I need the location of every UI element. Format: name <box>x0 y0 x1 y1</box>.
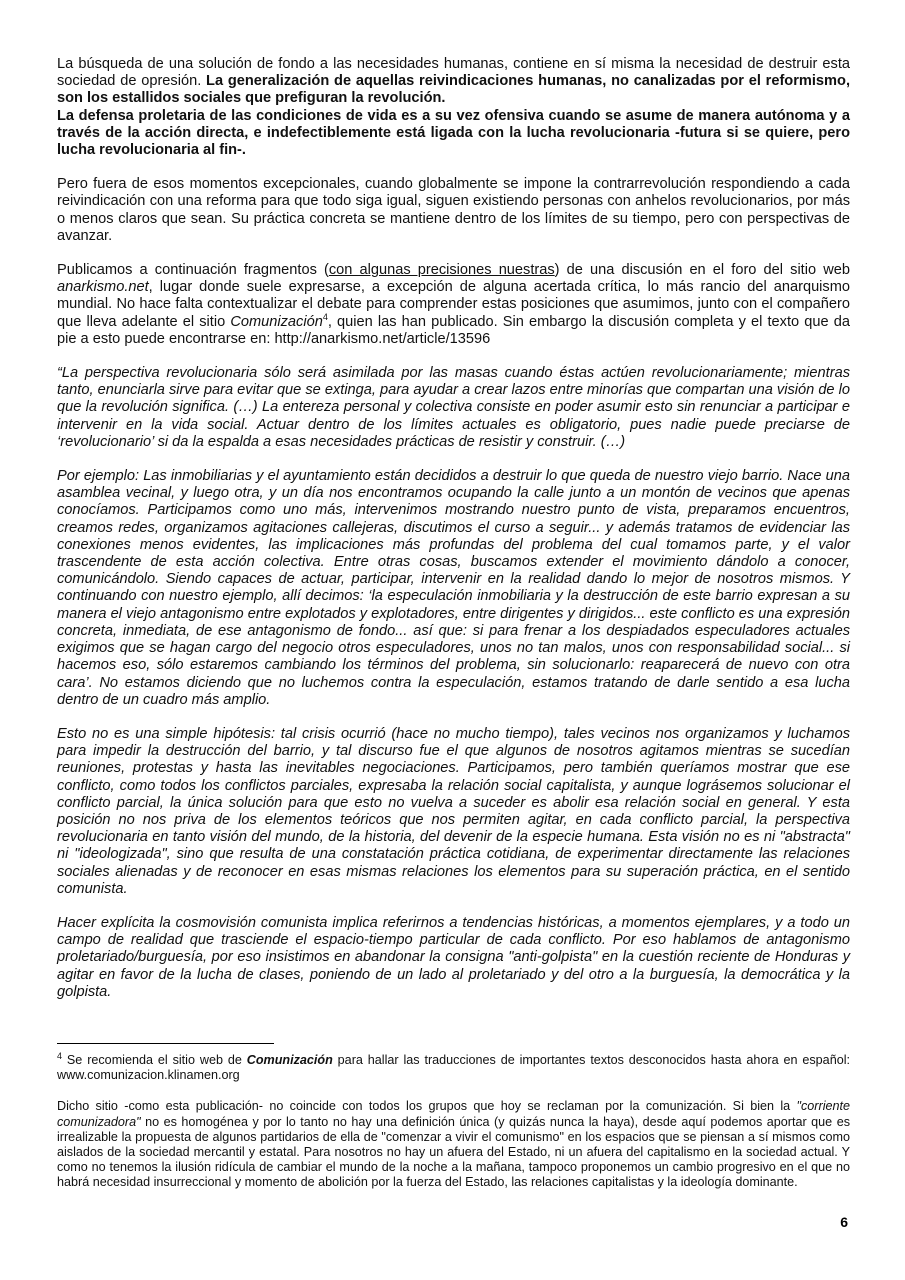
intro-bold-text: La generalización de aquellas reivindicaciones humanas, no canalizadas por el reformismo, son los estallidos sociales que prefiguran la revolución. <box>57 73 850 107</box>
page-number: 6 <box>840 1214 848 1230</box>
publicamos-text-1: Publicamos a continuación fragmentos ( <box>57 262 329 279</box>
intro-text: La búsqueda de una solución de fondo a las necesidades humanas, contiene en sí misma la necesidad de destruir esta sociedad de opresión. <box>57 56 850 90</box>
site-name: anarkismo.net <box>57 279 149 296</box>
paragraph-publicamos <box>57 262 850 348</box>
paragraph-defensa: La defensa proletaria de las condiciones de vida es a su vez ofensiva cuando se asume de manera autónoma y a través de la acción directa, e indefectiblemente está ligada con la lucha revolucionaria -futura si se quiere, pero lucha revolucionaria al fin-. <box>57 107 850 159</box>
footnotes <box>57 1050 850 1191</box>
quote-paragraph-1: “La perspectiva revolucionaria sólo será asimilada por las masas cuando éstas actúen revolucionariamente; mientras tanto, enunciarla sirve para evitar que se extinga, para ayudar a crear lazos entre minorías que compartan una visión de lo que la revolución significa. (…) La entereza personal y colectiva consiste en poder asumir esto sin renunciar a participar e intervenir en la vida social. Actuar dentro de los límites actuales es obligatorio, pues nadie puede preciarse de ‘revolucionario’ si da la espalda a esas necesidades prácticas de resistir y construir. (…) <box>57 365 850 450</box>
publicamos-text-2: ) de una discusión en el foro del sitio web <box>554 262 850 279</box>
paragraph-intro <box>57 56 850 108</box>
footnote-4-marker: 4 <box>57 1050 63 1061</box>
footnote-4-text-1: Se recomienda el sitio web de <box>62 1053 247 1067</box>
footnote-4-text-2: para hallar las traducciones de importantes textos desconocidos hasta ahora en español: www.comunizacion.klinamen.org <box>57 1053 850 1083</box>
paragraph-contrarrevolucion: Pero fuera de esos momentos excepcionales, cuando globalmente se impone la contrarrevolución respondiendo a cada reivindicación con una reforma para que todo siga igual, siguen existiendo personas con anhelos revolucionarios, por más o menos claros que sean. Su práctica concreta se mantiene dentro de los límites de su tiempo, pero con perspectivas de avanzar. <box>57 176 850 244</box>
quote-paragraph-4: Hacer explícita la cosmovisión comunista implica referirnos a tendencias históricas, a momentos ejemplares, y a todo un campo de realidad que trasciende el espacio-tiempo particular de cada conflicto. Por eso hablamos de antagonismo proletariado/burguesía, por eso insistimos en abandonar la consigna "anti-golpista" en la cuestión reciente de Honduras y agitar en favor de la lucha de clases, poniendo de un lado al proletariado y del otro a la burguesía, la democrática y la golpista. <box>57 914 850 1000</box>
footnote-ref-4[interactable]: 4 <box>322 311 328 322</box>
quote-paragraph-2: Por ejemplo: Las inmobiliarias y el ayuntamiento están decididos a destruir lo que queda de nuestro viejo barrio. Nace una asamblea vecinal, y luego otra, y un día nos encontramos ocupando la calle junto a un montón de vecinos que apenas conocíamos. Participamos como uno más, intervenimos mostrando nuestro punto de vista, preparamos encuentros, creamos redes, organizamos agitaciones callejeras, discutimos el curso a seguir... y además tratamos de evidenciar las conexiones menos evidentes, las implicaciones más profundas del problema del cual tomamos parte, y el valor trascendente de esta acción colectiva. Entre otras cosas, buscamos extender el movimiento dándolo a conocer, comunicándolo. Siendo capaces de actuar, participar, intervenir en la realidad dando lo mejor de nosotros mismos. Y continuando con nuestro ejemplo, allí decimos: ‘la especulación inmobiliaria y la destrucción de este barrio expresan a su manera el viejo antagonismo entre explotados y explotadores, entre dirigentes y dirigidos... este conflicto es una expresión concreta, inmediata, de ese antagonismo de fondo... así que: si para frenar a los despiadados especuladores actuales exigimos que se hagan cargo del negocio otros especuladores, unos no tan malos, unos con responsabilidad social... si hacemos eso, sólo estaremos cambiando los términos del problema, sin solucionarlo: reaparecerá de nuevo con otra cara’. No estamos diciendo que no luchemos contra la especulación, estamos tratando de darle sentido a esa lucha dentro de un cuadro más amplio. <box>57 468 850 708</box>
precisiones-link[interactable]: con algunas precisiones nuestras <box>328 262 555 279</box>
document-body <box>57 56 850 1001</box>
quote-paragraph-3: Esto no es una simple hipótesis: tal crisis ocurrió (hace no mucho tiempo), tales vecinos nos organizamos y luchamos para impedir la destrucción del barrio, y tal discurso fue el que algunos de nosotros agitamos mientras se sucedían reuniones, protestas y hasta las inevitables negociaciones. Participamos, pero también queríamos mostrar que ese conflicto, como todos los conflictos parciales, expresaba la relación social capitalista, y aunque lográsemos solucionar el conflicto parcial, la única solución para que esto no vuelva a suceder es abolir esa relación social en general. Y esta posición no nos priva de los elementos teóricos que nos permiten agitar, en cada conflicto parcial, la perspectiva revolucionaria en tanto visión del mundo, de la historia, del devenir de la especie humana. Esta visión no es ni "abstracta" ni "ideologizada", sino que resulta de una constatación práctica cotidiana, de experimentar directamente las relaciones sociales alienadas y de reconocer en esas mismas relaciones los elementos para su superación práctica, en el sentido comunista. <box>57 725 850 897</box>
footnote-4-bold: Comunización <box>246 1053 333 1067</box>
comunizacion-name: Comunización <box>230 313 323 330</box>
footnote-note-italic: "corriente comunizadora" <box>57 1099 850 1129</box>
footnote-note-text-2: no es homogénea y por lo tanto no hay una definición única (y quizás nunca la haya), desde aquí podemos aportar que es irrealizable la propuesta de algunos partidarios de ella de "comenzar a vivir el comunismo" en los espacios que se piensan a sí mismos como aislados de la sociedad mercantil y estatal. Para nosotros no hay un afuera del Estado, ni un afuera del capitalismo en la sociedad actual. Y como no tenemos la ilusión ridícula de cambiar el mundo de la noche a la mañana, tampoco proponemos un cambio progresivo en el que no habrá necesidad insurreccional y momento de abolición por la fuerza del Estado, las relaciones capitalistas y la ideología dominante. <box>57 1114 850 1190</box>
footnote-note <box>57 1099 850 1190</box>
publicamos-text-4: , quien las han publicado. Sin embargo la discusión completa y el texto que da pie a esto puede encontrarse en: http://anarkismo.net/article/13596 <box>57 313 850 347</box>
footnote-divider <box>57 1043 274 1044</box>
footnote-4 <box>57 1050 850 1083</box>
footnote-note-text-1: Dicho sitio -como esta publicación- no coincide con todos los grupos que hoy se reclaman por la comunización. Si bien la <box>57 1099 797 1114</box>
publicamos-text-3: , lugar donde suele expresarse, a excepción de alguna acertada crítica, lo más rancio del anarquismo mundial. No hace falta contextualizar el debate para comprender estas posiciones que asumimos, junto con el compañero que lleva adelante el sitio <box>57 279 850 330</box>
